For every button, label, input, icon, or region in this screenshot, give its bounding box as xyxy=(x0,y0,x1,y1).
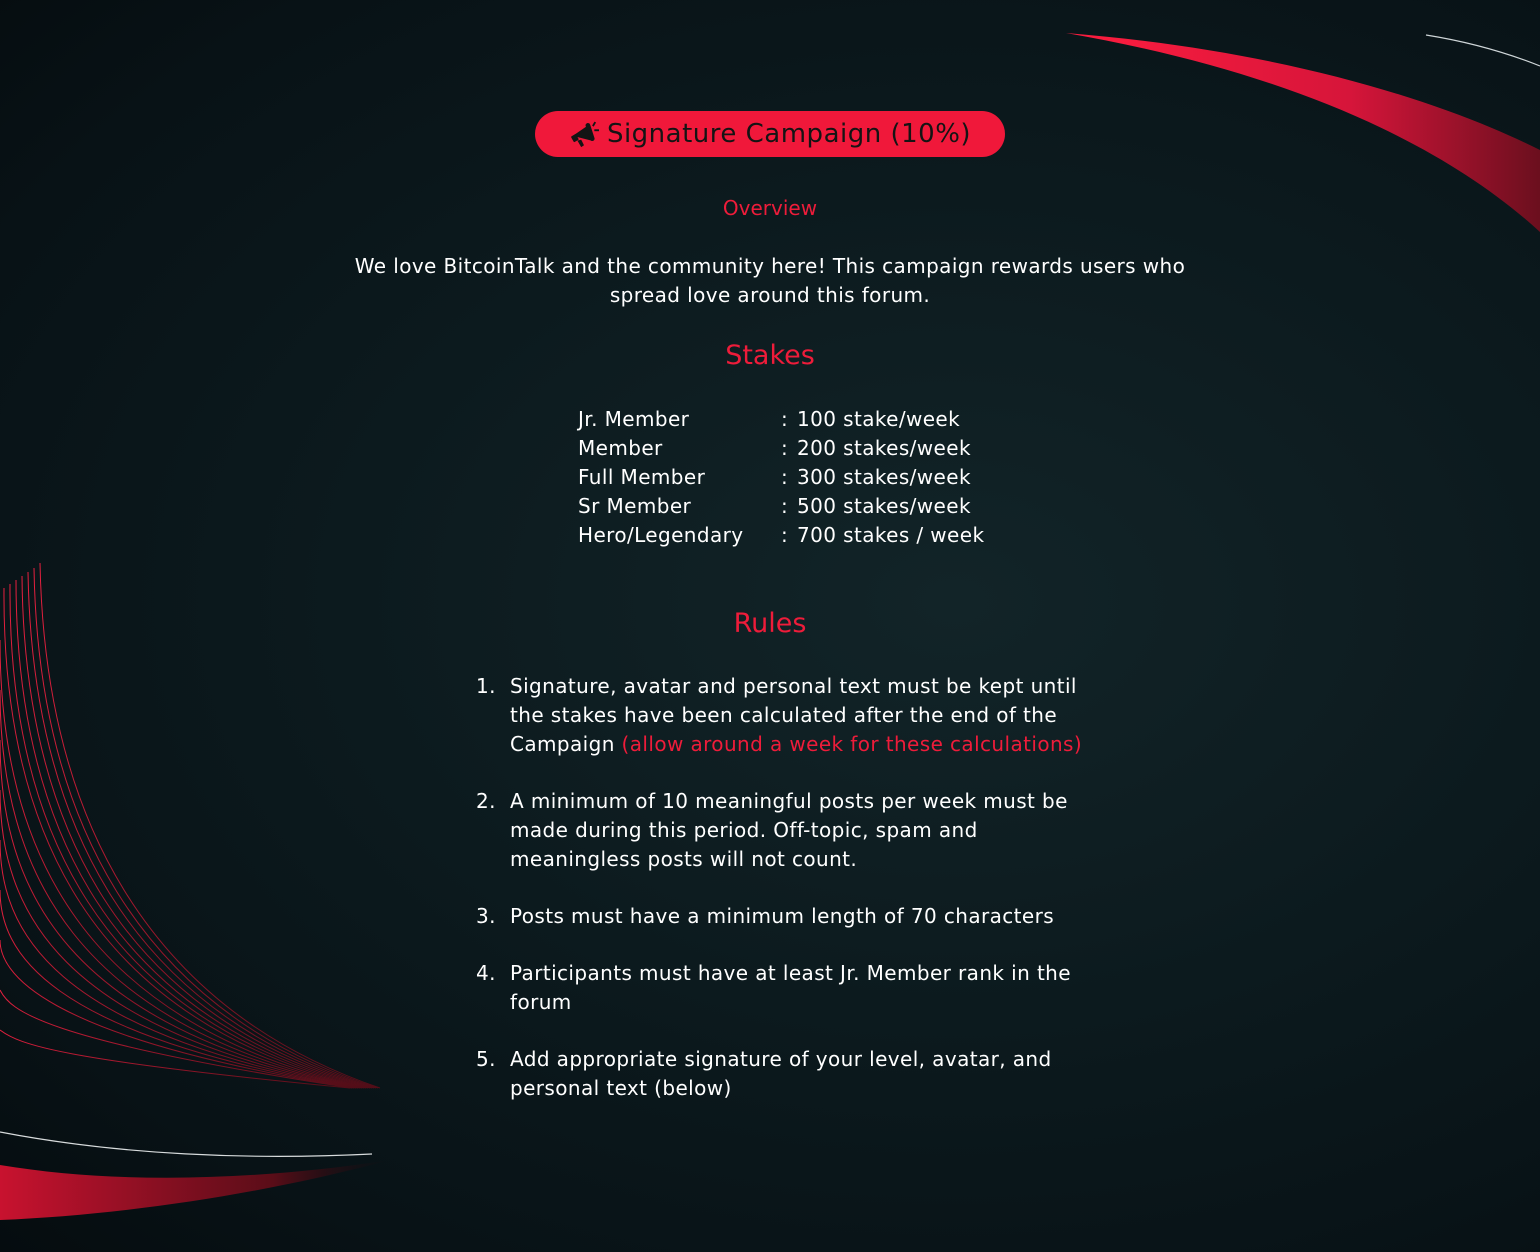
stakes-value: 300 stakes/week xyxy=(797,465,971,489)
rule-number: 4. xyxy=(476,961,496,985)
stakes-table xyxy=(578,405,984,550)
campaign-title: Signature Campaign (10%) xyxy=(606,119,972,149)
stakes-role: Member xyxy=(578,436,663,460)
stakes-value: 100 stake/week xyxy=(797,407,961,431)
rule-number: 5. xyxy=(476,1047,496,1071)
overview-heading: Overview xyxy=(722,196,818,220)
stakes-value: 500 stakes/week xyxy=(797,494,971,518)
stakes-row xyxy=(578,405,984,434)
rule-body: Signature, avatar and personal text must be kept until the stakes have been calculated after the end of the Campaign xyxy=(510,674,1077,756)
top-right-thin-line xyxy=(1426,35,1540,66)
rule-item xyxy=(476,787,1086,874)
stakes-row xyxy=(578,463,984,492)
stakes-role: Sr Member xyxy=(578,494,692,518)
stakes-separator: : xyxy=(781,494,789,518)
campaign-title-badge xyxy=(535,111,1005,157)
rule-note: (allow around a week for these calculations) xyxy=(621,732,1083,756)
left-line-fan xyxy=(0,563,380,1088)
stakes-role: Full Member xyxy=(578,465,706,489)
rule-item xyxy=(476,902,1086,931)
rule-text: Posts must have a minimum length of 70 characters xyxy=(510,904,1055,928)
rule-text: Participants must have at least Jr. Member rank in the forum xyxy=(510,961,1071,1014)
rule-text xyxy=(510,672,1086,759)
stakes-role: Hero/Legendary xyxy=(578,523,744,547)
rule-number: 2. xyxy=(476,789,496,813)
rule-number: 3. xyxy=(476,904,496,928)
stakes-separator: : xyxy=(781,436,789,460)
megaphone-icon xyxy=(569,119,599,149)
rules-heading: Rules xyxy=(733,608,807,639)
bottom-left-swoosh xyxy=(0,1160,390,1220)
rule-item xyxy=(476,959,1086,1017)
stakes-separator: : xyxy=(781,523,789,547)
bottom-left-thin-line xyxy=(0,1132,372,1156)
rule-item xyxy=(476,672,1086,759)
stakes-row xyxy=(578,492,984,521)
stakes-value: 200 stakes/week xyxy=(797,436,971,460)
stakes-row xyxy=(578,434,984,463)
rule-text: A minimum of 10 meaningful posts per week must be made during this period. Off-topic, spam and meaningless posts will not count. xyxy=(510,789,1068,871)
overview-text: We love BitcoinTalk and the community here! This campaign rewards users who spread love around this forum. xyxy=(354,254,1186,307)
stakes-role: Jr. Member xyxy=(578,407,690,431)
rules-list xyxy=(476,672,1086,1131)
rule-item xyxy=(476,1045,1086,1103)
rule-number: 1. xyxy=(476,674,496,698)
stakes-separator: : xyxy=(781,465,789,489)
stakes-value: 700 stakes / week xyxy=(797,523,985,547)
stakes-row xyxy=(578,521,984,550)
stakes-heading: Stakes xyxy=(725,340,815,371)
stakes-separator: : xyxy=(781,407,789,431)
rule-text: Add appropriate signature of your level, avatar, and personal text (below) xyxy=(510,1047,1052,1100)
